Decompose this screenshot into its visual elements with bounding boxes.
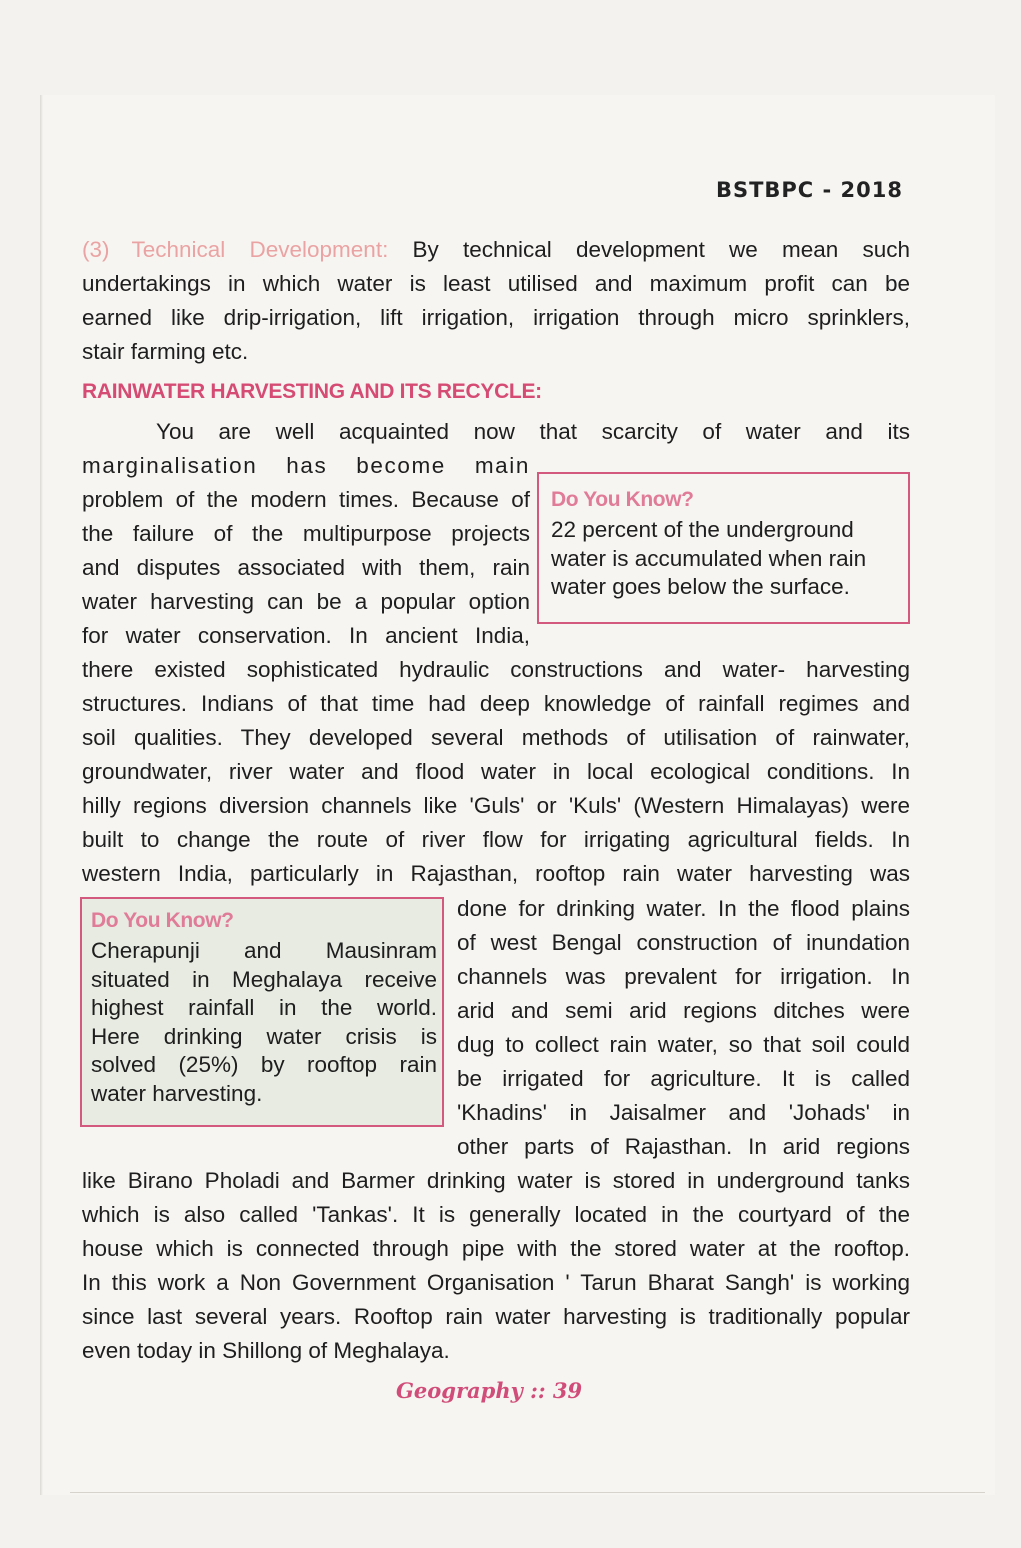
body-line: which is also called 'Tankas'. It is generally located in the courtyard of the [82, 1202, 910, 1227]
tech-line-1: By technical development we mean such [412, 237, 910, 262]
body-line: even today in Shillong of Meghalaya. [82, 1338, 450, 1363]
box-2-line: situated in Meghalaya receive [91, 966, 437, 992]
intro-left-line: problem of the modern times. Because of [82, 487, 530, 512]
box-1-title: Do You Know? [551, 488, 694, 511]
box-2-line: highest rainfall in the world. [91, 995, 437, 1020]
box-2-line: solved (25%) by rooftop rain [91, 1052, 437, 1077]
body-line: hilly regions diversion channels like 'Guls' or 'Kuls' (Western Himalayas) were [82, 793, 910, 818]
body-line: groundwater, river water and flood water in local ecological conditions. In [82, 759, 910, 784]
intro-left-line: marginalisation has become main [82, 453, 530, 478]
body-line: soil qualities. They developed several methods of utilisation of rainwater, [82, 725, 910, 750]
right-line: other parts of Rajasthan. In arid regions [457, 1134, 910, 1159]
body-line: western India, particularly in Rajasthan, rooftop rain water harvesting was [82, 861, 910, 886]
intro-left-column [82, 449, 530, 653]
intro-line-1: You are well acquainted now that scarcity of water and its [156, 419, 910, 444]
box-2-line: Cherapunji and Mausinram [91, 938, 437, 963]
box-1-body [551, 516, 899, 602]
tech-first-line [82, 233, 910, 267]
body-end-paragraph [82, 1164, 910, 1368]
tech-number: (3) [82, 237, 110, 262]
body-line: house which is connected through pipe with the stored water at the rooftop. [82, 1236, 910, 1261]
did-you-know-box-2 [80, 897, 444, 1127]
box-1-line: water goes below the surface. [551, 574, 850, 599]
intro-paragraph [82, 415, 910, 449]
tech-label: Technical Development: [131, 237, 389, 262]
body-line: like Birano Pholadi and Barmer drinking water is stored in underground tanks [82, 1168, 910, 1193]
right-line: 'Khadins' in Jaisalmer and 'Johads' in [457, 1100, 910, 1125]
bottom-rule [70, 1492, 985, 1493]
right-line: done for drinking water. In the flood plains [457, 896, 910, 921]
body-line: since last several years. Rooftop rain water harvesting is traditionally popular [82, 1304, 910, 1329]
body-line: there existed sophisticated hydraulic constructions and water- harvesting [82, 657, 910, 682]
tech-line: stair farming etc. [82, 339, 249, 364]
intro-left-line: water harvesting can be a popular option [82, 589, 530, 614]
did-you-know-box-1 [537, 472, 910, 624]
box-2-title: Do You Know? [91, 909, 234, 932]
tech-line: undertakings in which water is least utilised and maximum profit can be [82, 271, 910, 296]
right-line: of west Bengal construction of inundation [457, 930, 910, 955]
body-line: structures. Indians of that time had deep knowledge of rainfall regimes and [82, 691, 910, 716]
body-line: built to change the route of river flow for irrigating agricultural fields. In [82, 827, 910, 852]
page-edge [40, 95, 43, 1495]
body-middle-paragraph [82, 653, 910, 891]
tech-paragraph [82, 233, 910, 369]
box-2-line: Here drinking water crisis is [91, 1023, 437, 1049]
box-1-line: 22 percent of the underground [551, 517, 854, 542]
page-header-code: BSTBPC - 2018 [715, 178, 903, 202]
box-2-body [91, 937, 437, 1108]
right-line: channels was prevalent for irrigation. In [457, 964, 910, 989]
right-line: be irrigated for agriculture. It is called [457, 1066, 910, 1091]
box-2-line: water harvesting. [91, 1080, 263, 1106]
page-footer: Geography :: 39 [396, 1378, 583, 1403]
intro-left-line: the failure of the multipurpose projects [82, 521, 530, 546]
intro-left-line: and disputes associated with them, rain [82, 555, 530, 580]
body-line: In this work a Non Government Organisation ' Tarun Bharat Sangh' is working [82, 1270, 910, 1295]
intro-left-line: for water conservation. In ancient India, [82, 623, 530, 648]
right-column [457, 892, 910, 1164]
tech-line: earned like drip-irrigation, lift irrigation, irrigation through micro sprinklers, [82, 305, 910, 330]
right-line: dug to collect rain water, so that soil could [457, 1032, 910, 1057]
right-line: arid and semi arid regions ditches were [457, 998, 910, 1023]
box-1-line: water is accumulated when rain [551, 545, 867, 571]
section-heading: RAINWATER HARVESTING AND ITS RECYCLE: [82, 380, 542, 403]
